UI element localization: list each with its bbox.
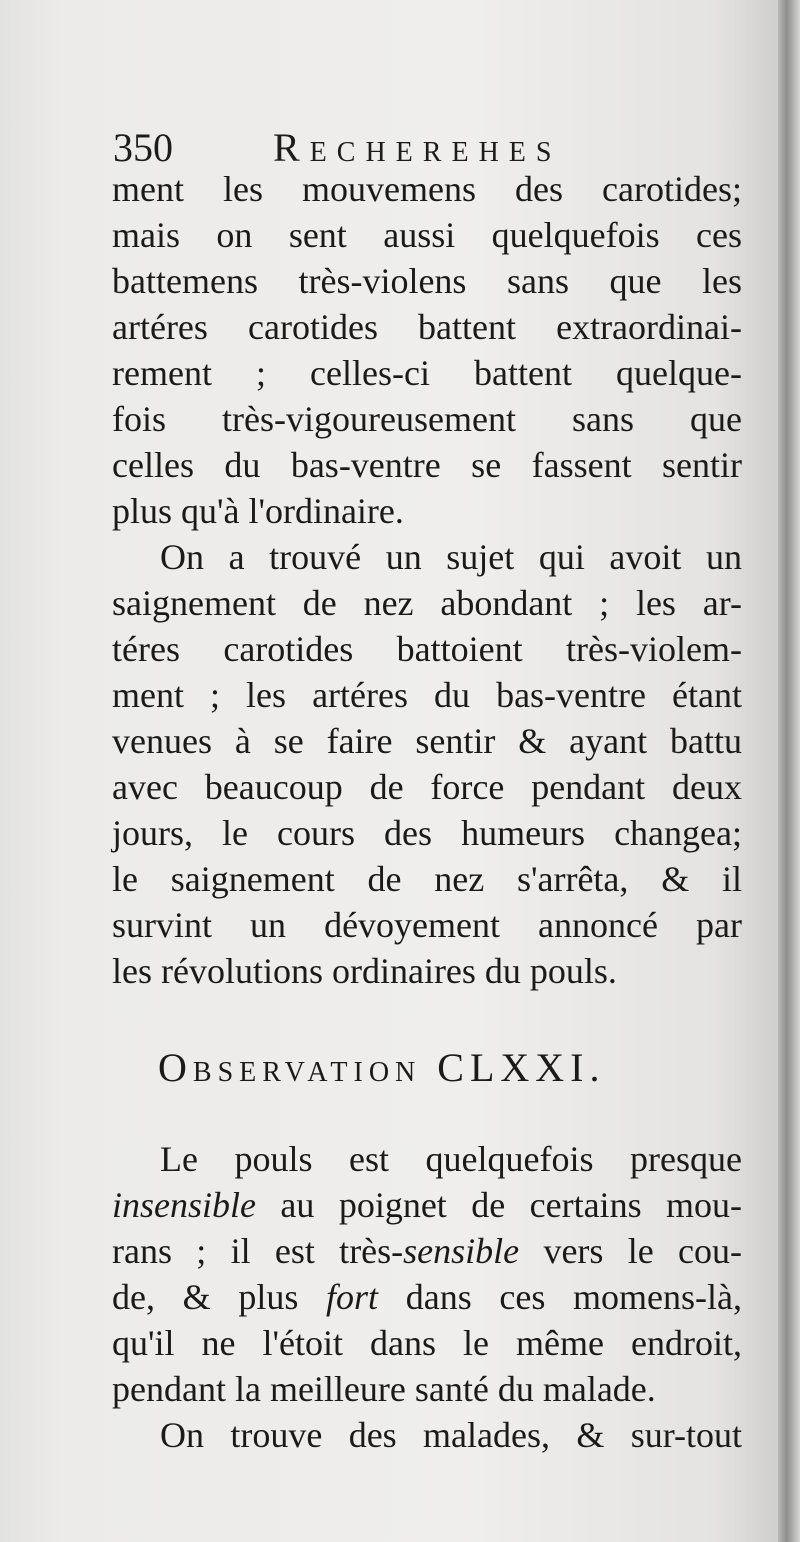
- text-line: fois très-vigoureusement sans que: [112, 399, 742, 439]
- text-line: qu'il ne l'étoit dans le même endroit,: [112, 1323, 742, 1363]
- text-fragment: au poignet de certains mou-: [255, 1185, 742, 1225]
- text-line: avec beaucoup de force pendant deux: [112, 767, 742, 807]
- book-spine-edge: [778, 0, 800, 1542]
- text-line: ment ; les artéres du bas-ventre étant: [112, 675, 742, 715]
- text-line: saignement de nez abondant ; les ar-: [112, 583, 742, 623]
- text-line: artéres carotides battent extraordinai-: [112, 307, 742, 347]
- italic-word: sensible: [403, 1231, 520, 1271]
- paragraph-3: [112, 1136, 742, 1412]
- text-line: jours, le cours des humeurs changea;: [112, 813, 742, 853]
- text-line: battemens très-violens sans que les: [112, 261, 742, 301]
- text-line: pendant la meilleure santé du malade.: [112, 1369, 656, 1409]
- text-line: les révolutions ordinaires du pouls.: [112, 951, 617, 991]
- text-line: On a trouvé un sujet qui avoit un: [160, 537, 742, 577]
- text-fragment: dans ces momens-là,: [378, 1277, 742, 1317]
- text-fragment: de, & plus: [112, 1277, 327, 1317]
- observation-heading: Observation CLXXI.: [158, 1045, 606, 1090]
- text-line: mais on sent aussi quelquefois ces: [112, 215, 742, 255]
- text-line: Le pouls est quelquefois presque: [160, 1139, 742, 1179]
- text-line: rement ; celles-ci battent quelque-: [112, 353, 742, 393]
- text-fragment: rans ; il est très-: [112, 1231, 404, 1271]
- page-number: 350: [113, 125, 173, 170]
- text-line: [112, 1228, 742, 1274]
- text-line: On trouve des malades, & sur-tout: [160, 1415, 742, 1455]
- text-line: [112, 1274, 742, 1320]
- text-fragment: vers le cou-: [519, 1231, 742, 1271]
- paragraph-4: [112, 1412, 742, 1458]
- text-line: venues à se faire sentir & ayant battu: [112, 721, 742, 761]
- text-line: [112, 1182, 742, 1228]
- italic-word: fort: [326, 1277, 379, 1317]
- text-line: téres carotides battoient très-violem-: [112, 629, 742, 669]
- italic-word: insensible: [112, 1185, 256, 1225]
- text-line: survint un dévoyement annoncé par: [112, 905, 742, 945]
- paragraph-1: [112, 166, 742, 534]
- text-line: celles du bas-ventre se fassent sentir: [112, 445, 742, 485]
- text-line: le saignement de nez s'arrêta, & il: [112, 859, 742, 899]
- text-line: plus qu'à l'ordinaire.: [112, 491, 404, 531]
- text-line: ment les mouvemens des carotides;: [112, 169, 742, 209]
- running-title: Recherehes: [273, 125, 562, 170]
- paragraph-2: [112, 534, 742, 994]
